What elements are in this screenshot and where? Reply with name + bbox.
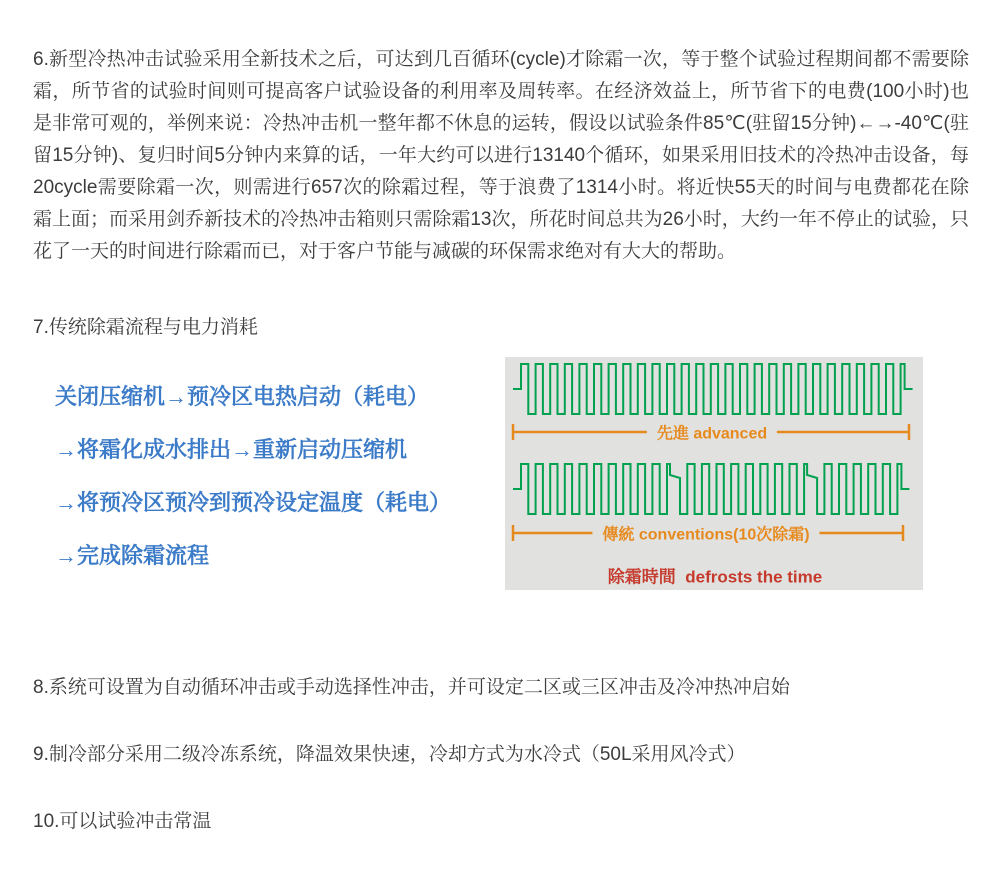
defrost-flow-step-4: →完成除霜流程	[55, 543, 210, 568]
defrost-flow-list	[55, 370, 495, 582]
paragraph-9: 9.制冷部分采用二级冷冻系统，降温效果快速，冷却方式为水冷式（50L采用风冷式）	[33, 744, 746, 765]
traditional-label: 傳統 conventions(10次除霜)	[592, 522, 819, 545]
defrost-diagram	[505, 357, 923, 590]
defrost-flow-step-2: →将霜化成水排出→重新启动压缩机	[55, 437, 408, 462]
paragraph-6: 6.新型冷热冲击试验采用全新技术之后，可达到几百循环(cycle)才除霜一次，等于整个试验过程期间都不需要除霜，所节省的试验时间则可提高客户试验设备的利用率及周转率。在经济效益上，所节省下的电费(100小时)也是非常可观的，举例来说：冷热冲击机一整年都不休息的运转，假设以试验条件85℃(驻留15分钟)←→-40℃(驻留15分钟)、复归时间5分钟内来算的话，一年大约可以进行13140个循环，如果采用旧技术的冷热冲击设备，每20cycle需要除霜一次，则需进行657次的除霜过程，等于浪费了1314小时。将近快55天的时间与电费都花在除霜上面；而采用剑乔新技术的冷热冲击箱则只需除霜13次，所花时间总共为26小时，大约一年不停止的试验，只花了一天的时间进行除霜而已，对于客户节能与减碳的环保需求绝对有大大的帮助。	[33, 49, 969, 262]
section-7-heading: 7.传统除霜流程与电力消耗	[33, 317, 258, 338]
defrost-flow-step-1: 关闭压缩机→预冷区电热启动（耗电）	[55, 384, 430, 409]
paragraph-8: 8.系统可设置为自动循环冲击或手动选择性冲击，并可设定二区或三区冲击及冷冲热冲启始	[33, 677, 790, 698]
defrost-diagram-svg	[505, 357, 923, 590]
defrost-flow-step-3: →将预冷区预冷到预冷设定温度（耗电）	[55, 490, 452, 515]
paragraph-10: 10.可以试验冲击常温	[33, 811, 212, 832]
traditional-waveform	[513, 464, 909, 514]
advanced-waveform	[513, 364, 913, 414]
diagram-caption: 除霜時間 defrosts the time	[607, 567, 823, 587]
advanced-label: 先進 advanced	[647, 421, 777, 444]
